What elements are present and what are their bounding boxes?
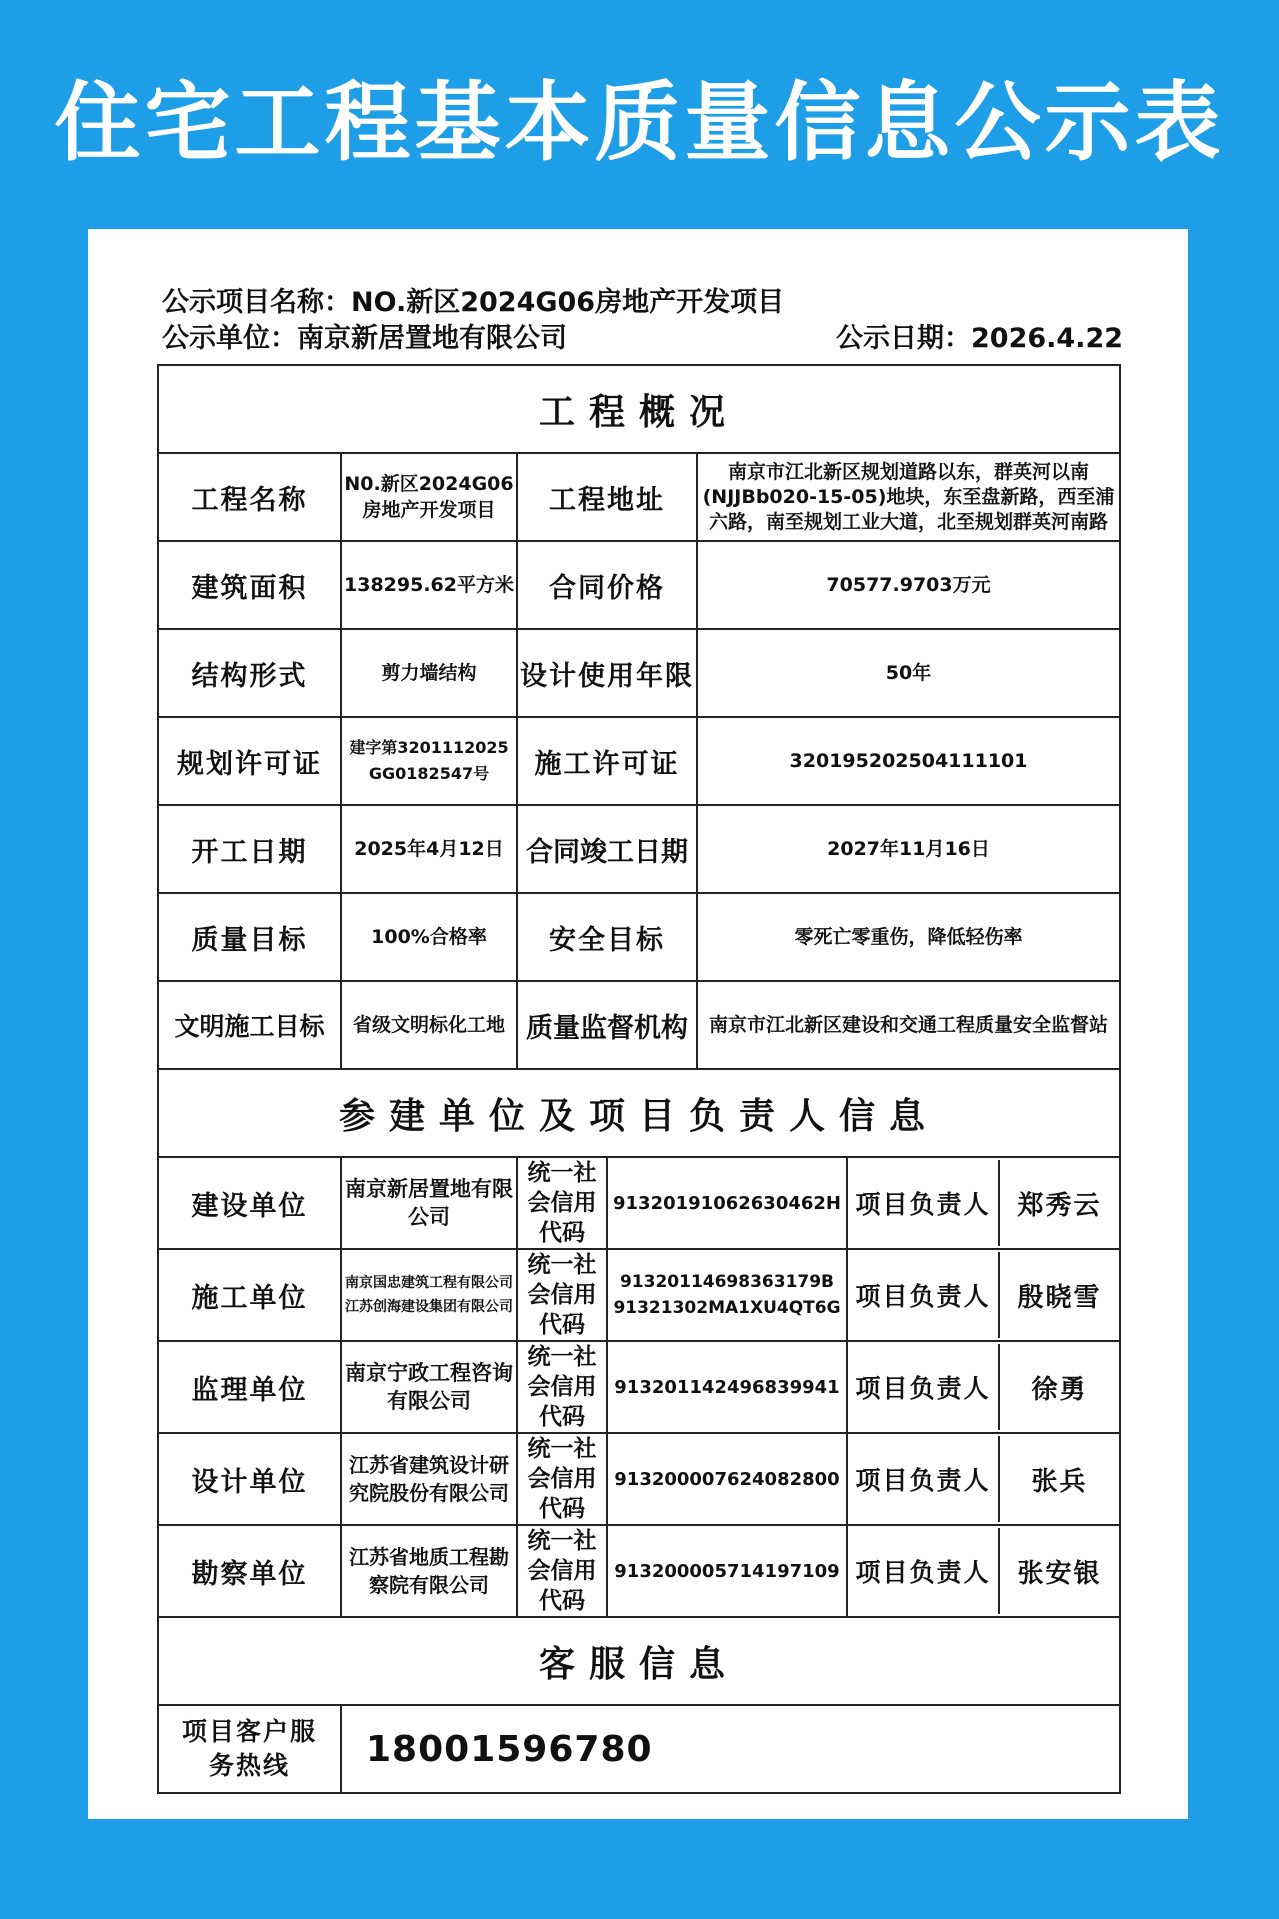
completion-date-cell: 2027年11月16日 [697, 805, 1120, 893]
credit-code-cell [607, 1249, 847, 1341]
row-label: 文明施工目标 [158, 981, 341, 1069]
company-name-1: 南京国忠建筑工程有限公司 [345, 1275, 513, 1291]
person-group [847, 1433, 1120, 1525]
project-name-value: NO.新区2024G06房地产开发项目 [351, 287, 785, 318]
construction-permit-cell: 320195202504111101 [697, 717, 1120, 805]
person-group [847, 1341, 1120, 1433]
section-overview-heading: 工程概况 [158, 365, 1120, 453]
person-group [847, 1525, 1120, 1617]
person-label: 项目负责人 [848, 1528, 1000, 1614]
person-label: 项目负责人 [848, 1344, 1000, 1430]
publish-date-line [836, 316, 1123, 355]
person-name: 殷晓雪 [1017, 1282, 1102, 1313]
credit-code-cell: 91320191062630462H [607, 1157, 847, 1249]
row-label: 开工日期 [158, 805, 341, 893]
row-label: 施工许可证 [517, 717, 697, 805]
row-label: 设计使用年限 [517, 629, 697, 717]
row-label: 结构形式 [158, 629, 341, 717]
company-cell [341, 1249, 517, 1341]
credit-code-2: 91321302MA1XU4QT6G [613, 1298, 841, 1318]
row-label: 安全目标 [517, 893, 697, 981]
table-row [158, 1341, 1120, 1433]
usc-label: 统一社会信用代码 [517, 1341, 607, 1433]
role-label: 勘察单位 [158, 1525, 341, 1617]
usc-label: 统一社会信用代码 [517, 1249, 607, 1341]
table-row [158, 1705, 1120, 1793]
role-label: 设计单位 [158, 1433, 341, 1525]
row-label: 工程地址 [517, 453, 697, 541]
main-title: 住宅工程基本质量信息公示表 [54, 73, 1225, 173]
credit-code-1: 913201146983631​79B [619, 1272, 835, 1292]
person-group [847, 1249, 1120, 1341]
role-label: 建设单位 [158, 1157, 341, 1249]
credit-code-cell: 913201142496839941 [607, 1341, 847, 1433]
credit-code-cell: 913200007624082800 [607, 1433, 847, 1525]
company-name-2: 江苏创海建设集团有限公司 [345, 1299, 513, 1315]
usc-label: 统一社会信用代码 [517, 1525, 607, 1617]
publisher-label: 公示单位： [162, 323, 297, 354]
section-service-heading: 客服信息 [158, 1617, 1120, 1705]
company-cell: 江苏省建筑设计研究院股份有限公司 [341, 1433, 517, 1525]
quality-goal-cell: 100%合格率 [341, 893, 517, 981]
person-name: 张兵 [1031, 1466, 1088, 1497]
role-label: 施工单位 [158, 1249, 341, 1341]
company-cell: 南京新居置地有限公司 [341, 1157, 517, 1249]
table-row [158, 541, 1120, 629]
table-row [158, 1157, 1120, 1249]
table-row [158, 981, 1120, 1069]
company-cell: 南京宁政工程咨询有限公司 [341, 1341, 517, 1433]
start-date-cell: 2025年4月12日 [341, 805, 517, 893]
info-table [157, 364, 1121, 1794]
person-label: 项目负责人 [848, 1252, 1000, 1338]
publish-date-value: 2026.4.22 [971, 323, 1124, 354]
table-row [158, 1249, 1120, 1341]
table-row [158, 629, 1120, 717]
contract-price-cell: 70577.9703万元 [697, 541, 1120, 629]
table-row [158, 805, 1120, 893]
company-cell: 江苏省地质工程勘察院有限公司 [341, 1525, 517, 1617]
planning-permit-cell: 建字第3201112025GG0182547号 [341, 717, 517, 805]
publisher-value: 南京新居置地有限公司 [297, 323, 567, 354]
credit-code-cell: 913200005714197109 [607, 1525, 847, 1617]
role-label: 监理单位 [158, 1341, 341, 1433]
table-row [158, 453, 1120, 541]
hotline-label: 项目客户服务热线 [158, 1705, 341, 1793]
project-name-line [162, 280, 784, 319]
table-row [158, 893, 1120, 981]
person-name: 郑秀云 [1017, 1190, 1102, 1221]
publish-date-label: 公示日期： [836, 323, 971, 354]
row-label: 质量目标 [158, 893, 341, 981]
floor-area-cell: 138295.62平方米 [341, 541, 517, 629]
hotline-value: 18001596780 [341, 1705, 1120, 1793]
row-label: 工程名称 [158, 453, 341, 541]
table-row [158, 717, 1120, 805]
safety-goal-cell: 零死亡零重伤，降低轻伤率 [697, 893, 1120, 981]
usc-label: 统一社会信用代码 [517, 1157, 607, 1249]
publisher-line [162, 316, 567, 355]
person-name: 徐勇 [1031, 1374, 1088, 1405]
structure-type-cell: 剪力墙结构 [341, 629, 517, 717]
person-name: 张安银 [1017, 1558, 1102, 1589]
row-label: 合同竣工日期 [517, 805, 697, 893]
project-address-cell: 南京市江北新区规划道路以东，群英河以南(NJJBb020-15-05)地块，东至盘新路，西至浦六路，南至规划工业大道，北至规划群英河南路 [697, 453, 1120, 541]
row-label: 规划许可证 [158, 717, 341, 805]
row-label: 质量监督机构 [517, 981, 697, 1069]
table-row [158, 1525, 1120, 1617]
civilized-goal-cell: 省级文明标化工地 [341, 981, 517, 1069]
section-participants-heading: 参建单位及项目负责人信息 [158, 1069, 1120, 1157]
person-group [847, 1157, 1120, 1249]
row-label: 建筑面积 [158, 541, 341, 629]
design-life-cell: 50年 [697, 629, 1120, 717]
usc-label: 统一社会信用代码 [517, 1433, 607, 1525]
supervision-agency-cell: 南京市江北新区建设和交通工程质量安全监督站 [697, 981, 1120, 1069]
project-name-label: 公示项目名称： [162, 287, 351, 318]
person-label: 项目负责人 [848, 1160, 1000, 1246]
person-label: 项目负责人 [848, 1436, 1000, 1522]
row-label: 合同价格 [517, 541, 697, 629]
table-row [158, 1433, 1120, 1525]
project-name-cell: N0.新区2024G06房地产开发项目 [341, 453, 517, 541]
